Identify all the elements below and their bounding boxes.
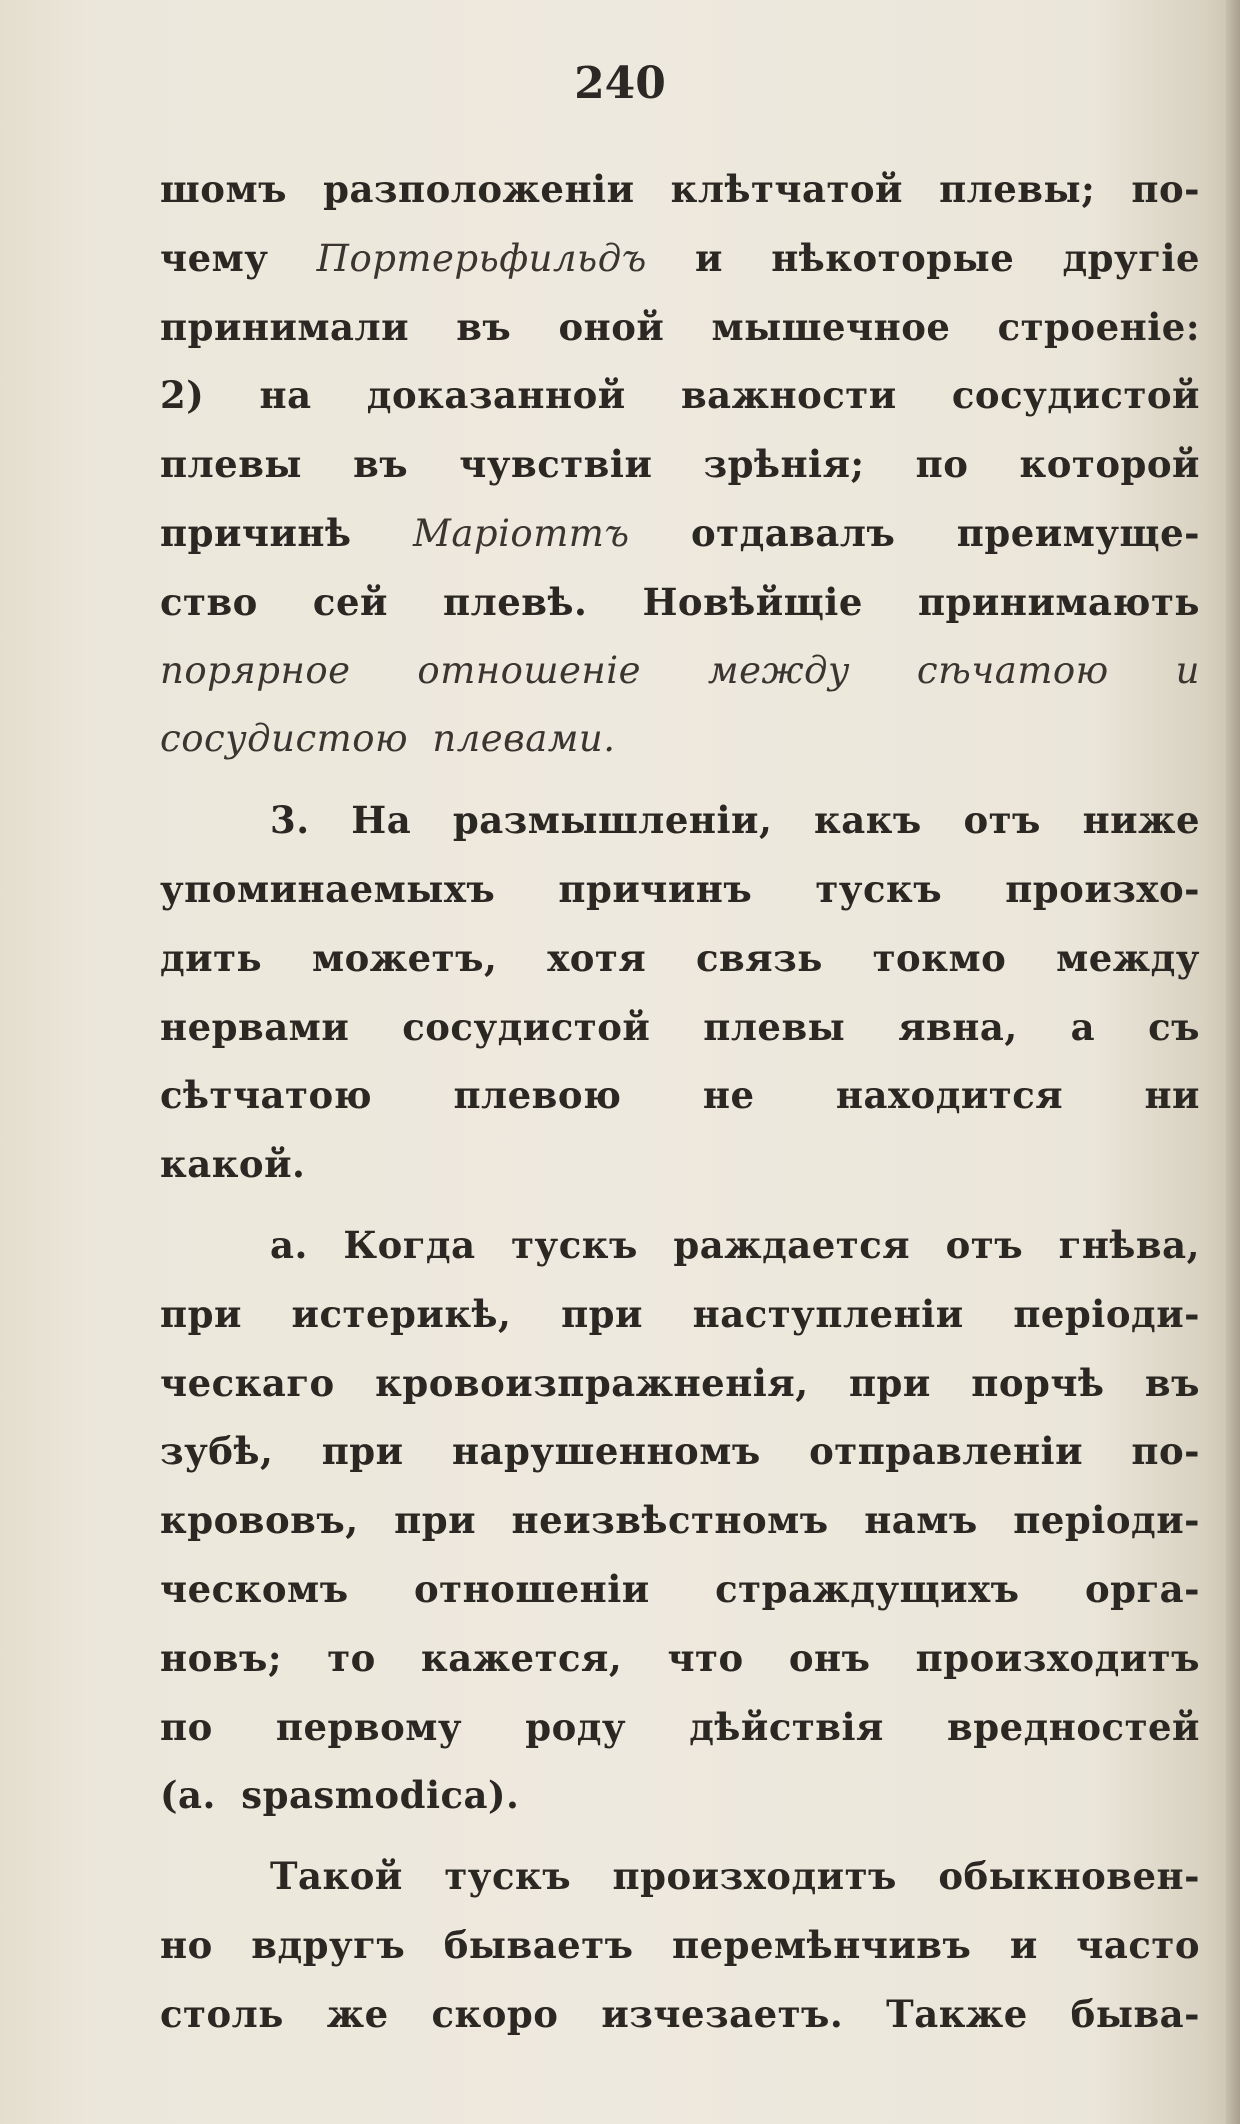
body-text bbox=[160, 155, 1200, 2049]
text-line: принимали въ оной мышечное строеніе: bbox=[160, 304, 1200, 349]
text-line: столь же скоро изчезаетъ. Также быва- bbox=[160, 1991, 1200, 2036]
page-number: 240 bbox=[574, 58, 666, 109]
page-edge-shadow bbox=[1226, 0, 1240, 2124]
paragraph-start: 3. На размышленіи, какъ отъ ниже bbox=[270, 798, 1200, 843]
text-line: плевы въ чувствіи зрѣнія; по которой bbox=[160, 442, 1200, 487]
text-line: чему Портерьфильдъ и нѣкоторые другіе bbox=[160, 235, 1200, 280]
text-line: ческаго кровоизпражненія, при порчѣ въ bbox=[160, 1360, 1200, 1405]
text-line: новъ; то кажется, что онъ произходитъ bbox=[160, 1635, 1200, 1680]
author-name: Портерьфильдъ bbox=[316, 236, 647, 280]
text-line: 2) на доказанной важности сосудистой bbox=[160, 373, 1200, 418]
text-line: (a. spasmodica). bbox=[160, 1773, 520, 1818]
text-line: ство сей плевѣ. Новѣйщіе принимають bbox=[160, 579, 1200, 624]
text-line: нервами сосудистой плевы явна, а съ bbox=[160, 1004, 1200, 1049]
text-line: но вдругъ бываетъ перемѣнчивъ и часто bbox=[160, 1922, 1200, 1967]
text-line: причинѣ Маріоттъ отдавалъ преимуще- bbox=[160, 510, 1200, 555]
paragraph-start: Такой тускъ произходитъ обыкновен- bbox=[270, 1854, 1200, 1899]
text-line-italic: порярное отношеніе между сѣчатою и bbox=[160, 648, 1200, 692]
text-line: шомъ разположеніи клѣтчатой плевы; по- bbox=[160, 167, 1200, 211]
text-line: какой. bbox=[160, 1142, 306, 1187]
paragraph-start: а. Когда тускъ раждается отъ гнѣва, bbox=[270, 1222, 1200, 1267]
text-line: упоминаемыхъ причинъ тускъ произхо- bbox=[160, 866, 1200, 911]
author-name: Маріоттъ bbox=[412, 511, 630, 555]
text-line: сѣтчатою плевою не находится ни bbox=[160, 1073, 1200, 1118]
text-line-italic: сосудистою плевами. bbox=[160, 717, 616, 761]
text-line: зубѣ, при нарушенномъ отправленіи по- bbox=[160, 1429, 1200, 1474]
text-line: по первому роду дѣйствія вредностей bbox=[160, 1704, 1200, 1749]
text-line: крововъ, при неизвѣстномъ намъ періоди- bbox=[160, 1498, 1200, 1543]
text-line: при истерикѣ, при наступленіи періоди- bbox=[160, 1291, 1200, 1336]
text-line: дить можетъ, хотя связь токмо между bbox=[160, 935, 1200, 980]
text-line: ческомъ отношеніи страждущихъ орга- bbox=[160, 1566, 1200, 1611]
